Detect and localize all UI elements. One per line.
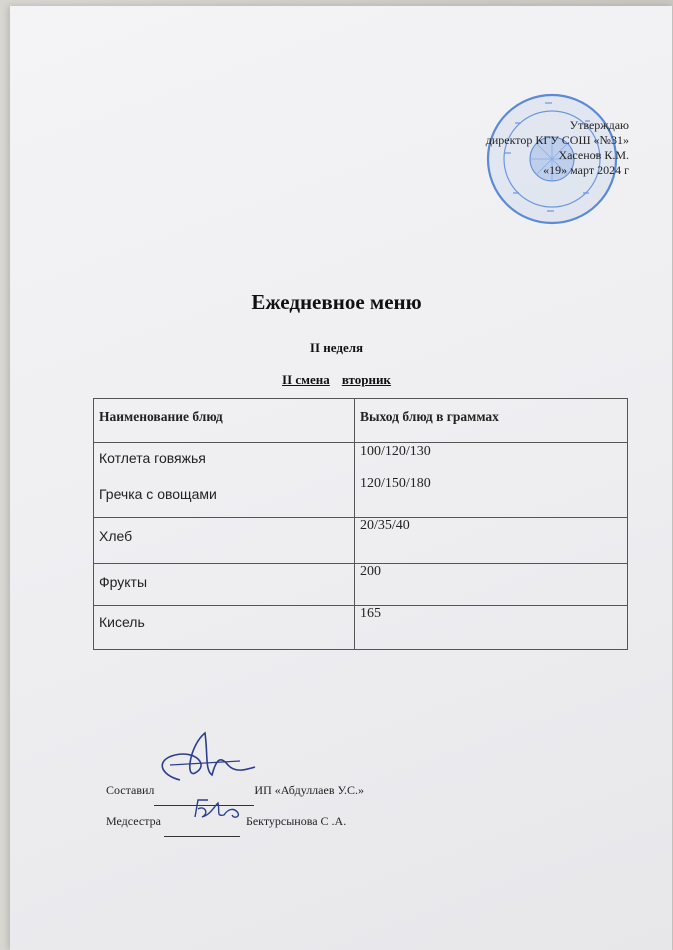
- header-weight: Выход блюд в граммах: [355, 399, 628, 443]
- dish-name: Котлета говяжья: [99, 450, 206, 466]
- dish-cell: [94, 443, 355, 518]
- dish-weight: 100/120/130: [360, 444, 431, 459]
- table-row: [94, 518, 628, 564]
- dish-name: Кисель: [94, 606, 355, 650]
- nurse-label: Медсестра: [106, 814, 161, 828]
- menu-table: [93, 398, 628, 650]
- table-header-row: [94, 399, 628, 443]
- handwritten-signature-2: [190, 795, 250, 825]
- dish-name: Фрукты: [94, 564, 355, 606]
- document-title: Ежедневное меню: [251, 290, 422, 314]
- dish-weight: 165: [355, 606, 628, 650]
- handwritten-signature-1: [150, 725, 260, 790]
- table-row: [94, 606, 628, 650]
- dish-name: Хлеб: [94, 518, 355, 564]
- shift-number: II смена: [282, 372, 330, 387]
- table-row: [94, 564, 628, 606]
- weight-cell: [355, 443, 628, 518]
- table-row: [94, 443, 628, 518]
- approval-line-2: директор КГУ СОШ «№31»: [485, 133, 629, 147]
- shift-day: вторник: [341, 372, 391, 387]
- nurse-name: Бектурсынова С .А.: [245, 814, 347, 828]
- shift-label: [0, 372, 673, 388]
- composed-label: Составил: [106, 783, 155, 797]
- dish-weight: 200: [355, 564, 628, 606]
- approval-line-1: Утверждаю: [569, 118, 629, 132]
- header-dish-name: Наименование блюд: [94, 399, 355, 443]
- dish-name: Гречка с овощами: [99, 486, 217, 502]
- approval-block: [486, 118, 629, 178]
- approval-line-4: «19» март 2024 г: [543, 163, 629, 177]
- composed-name: ИП «Абдуллаев У.С.»: [254, 783, 365, 797]
- dish-weight: 120/150/180: [360, 476, 431, 491]
- approval-line-3: Хасенов К.М.: [558, 148, 629, 162]
- week-label: II неделя: [309, 340, 364, 355]
- dish-weight: 20/35/40: [355, 518, 628, 564]
